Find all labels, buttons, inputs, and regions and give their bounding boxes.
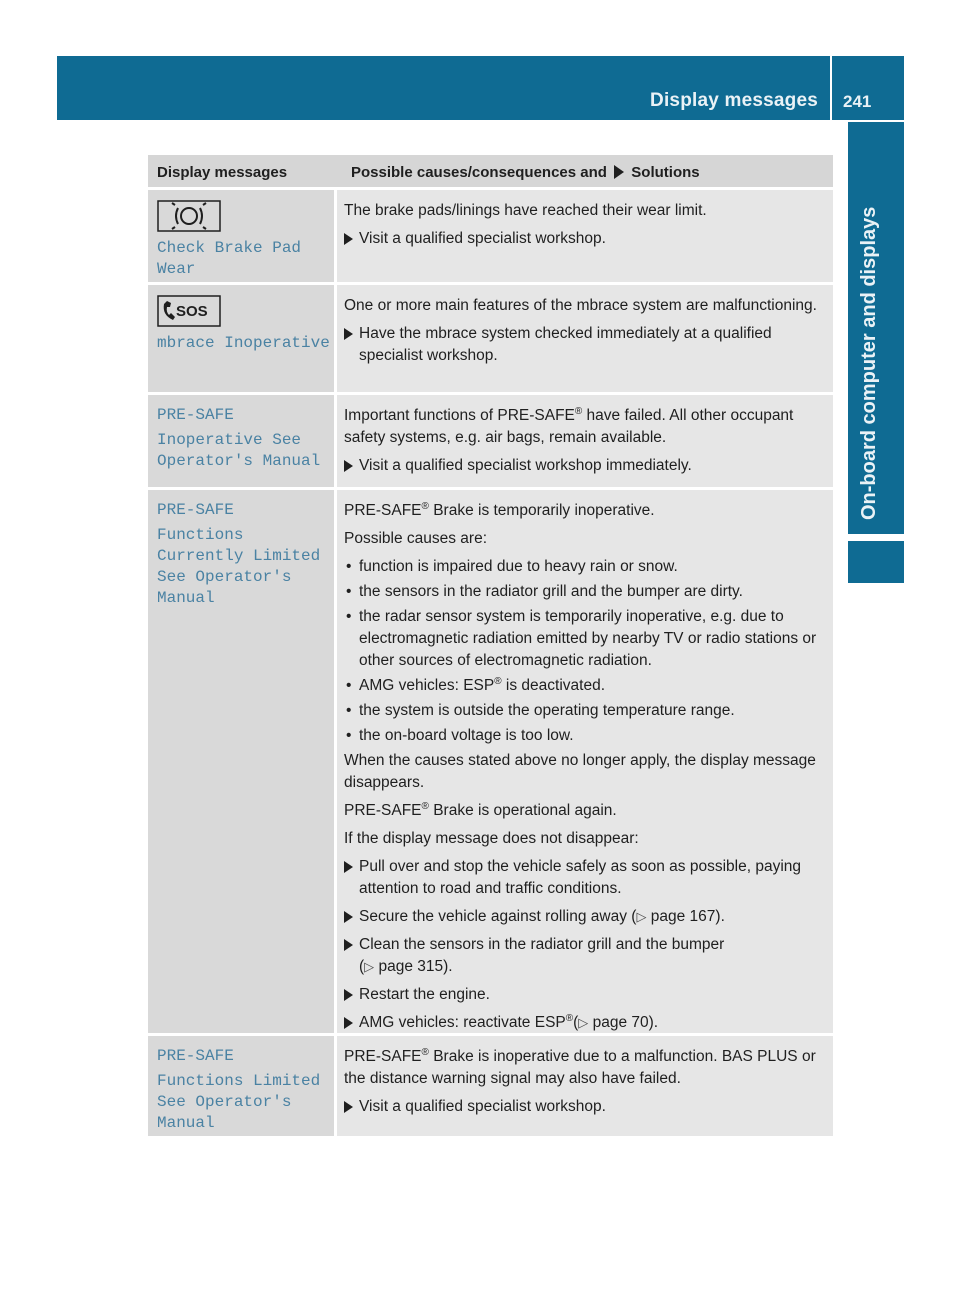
chapter-marker-block (848, 541, 904, 583)
cause-text: One or more main features of the mbrace system are malfunctioning. (344, 297, 817, 314)
display-text: See Operator's (157, 568, 292, 586)
page-title: Display messages (650, 90, 818, 111)
table-row (148, 190, 833, 282)
page-ref-icon: ▷ (364, 959, 375, 974)
step-arrow-icon (344, 1101, 353, 1113)
display-message-cell (148, 490, 334, 1033)
step-arrow-icon (344, 233, 353, 245)
display-text: PRE-SAFE (157, 501, 234, 519)
list-item: • the on-board voltage is too low. (346, 727, 574, 744)
cause-text: When the causes stated above no longer apply, the display message disappears. (344, 752, 816, 791)
cause-text: If the display message does not disappear: (344, 830, 639, 847)
list-item: • function is impaired due to heavy rain or snow. (346, 558, 678, 575)
solution-cell (337, 395, 833, 487)
page-reference-link[interactable]: page 167 (650, 908, 716, 925)
display-text: Operator's Manual (157, 452, 321, 470)
action-step: AMG vehicles: reactivate ESP®(▷ page 70). (344, 1012, 829, 1034)
solution-arrow-icon (614, 165, 624, 179)
display-messages-table (148, 155, 833, 1139)
page-header-bar (57, 56, 904, 120)
action-step: Have the mbrace system checked immediately at a qualified specialist workshop. (344, 323, 829, 367)
page-reference-link[interactable]: page 315 (378, 958, 444, 975)
display-text: Wear (157, 260, 196, 278)
display-message-cell (148, 285, 334, 392)
action-step: Visit a qualified specialist workshop. (344, 228, 829, 250)
step-arrow-icon (344, 861, 353, 873)
cause-text: PRE-SAFE® Brake is inoperative due to a malfunction. BAS PLUS or the distance warning signal may also have failed. (344, 1046, 816, 1087)
cause-text: PRE-SAFE® Brake is operational again. (344, 800, 617, 819)
display-text: Functions Limited (157, 1072, 321, 1090)
solution-cell (337, 190, 833, 282)
display-text: Check Brake Pad (157, 239, 302, 257)
header-divider (830, 56, 832, 120)
col-header-display-messages: Display messages (157, 164, 288, 181)
solution-cell (337, 285, 833, 392)
display-text: See Operator's (157, 1093, 292, 1111)
cause-text: Possible causes are: (344, 530, 488, 547)
step-arrow-icon (344, 460, 353, 472)
page-number: 241 (843, 92, 872, 111)
svg-text:SOS: SOS (176, 303, 208, 320)
action-step: Secure the vehicle against rolling away (▷ page 167). (344, 906, 829, 928)
action-step: Clean the sensors in the radiator grill and the bumper (▷ page 315). (344, 934, 829, 978)
cause-text: Important functions of PRE-SAFE® have failed. All other occupant safety systems, e.g. air bags, remain available. (344, 405, 794, 446)
display-message-cell (148, 1036, 334, 1136)
step-arrow-icon (344, 939, 353, 951)
display-text: PRE-SAFE (157, 406, 234, 424)
page-reference-link[interactable]: page 70 (592, 1014, 649, 1031)
chapter-label: On-board computer and displays (858, 206, 880, 520)
action-step: Visit a qualified specialist workshop. (344, 1096, 829, 1118)
step-arrow-icon (344, 911, 353, 923)
chapter-side-tab (848, 122, 904, 534)
table-row (148, 490, 833, 1033)
table-header (148, 155, 833, 187)
step-arrow-icon (344, 1017, 353, 1029)
page-ref-icon: ▷ (636, 909, 647, 924)
cause-text: The brake pads/linings have reached their wear limit. (344, 202, 707, 219)
brake-wear-icon (157, 200, 334, 228)
table-row (148, 1036, 833, 1136)
list-item: • the radar sensor system is temporarily inoperative, e.g. due to electromagnetic radiation emitted by nearby TV or radio stations or other sources of electromagnetic radiation. (346, 608, 817, 669)
display-text: PRE-SAFE (157, 1047, 234, 1065)
display-text: Manual (157, 1114, 215, 1132)
display-text: Functions (157, 526, 244, 544)
action-step: Visit a qualified specialist workshop immediately. (344, 455, 829, 477)
display-message-cell (148, 395, 334, 487)
col-header-causes-solutions: Possible causes/consequences and Solutions (351, 164, 700, 181)
solution-cell (337, 490, 833, 1033)
page-ref-icon: ▷ (578, 1015, 589, 1030)
cause-text: PRE-SAFE® Brake is temporarily inoperative. (344, 500, 655, 519)
display-text: mbrace Inoperative (157, 334, 330, 352)
table-row (148, 285, 833, 392)
display-text: Currently Limited (157, 547, 321, 565)
table-row (148, 395, 833, 487)
list-item: • the sensors in the radiator grill and the bumper are dirty. (346, 583, 743, 600)
list-item: • the system is outside the operating temperature range. (346, 702, 735, 719)
action-step: Pull over and stop the vehicle safely as soon as possible, paying attention to road and traffic conditions. (344, 856, 829, 900)
solution-cell (337, 1036, 833, 1136)
step-arrow-icon (344, 989, 353, 1001)
list-item: • AMG vehicles: ESP® is deactivated. (346, 675, 606, 694)
sos-phone-icon (157, 295, 334, 323)
display-text: Inoperative See (157, 431, 302, 449)
display-text: Manual (157, 589, 215, 607)
step-arrow-icon (344, 328, 353, 340)
action-step: Restart the engine. (344, 984, 829, 1006)
display-message-cell (148, 190, 334, 282)
